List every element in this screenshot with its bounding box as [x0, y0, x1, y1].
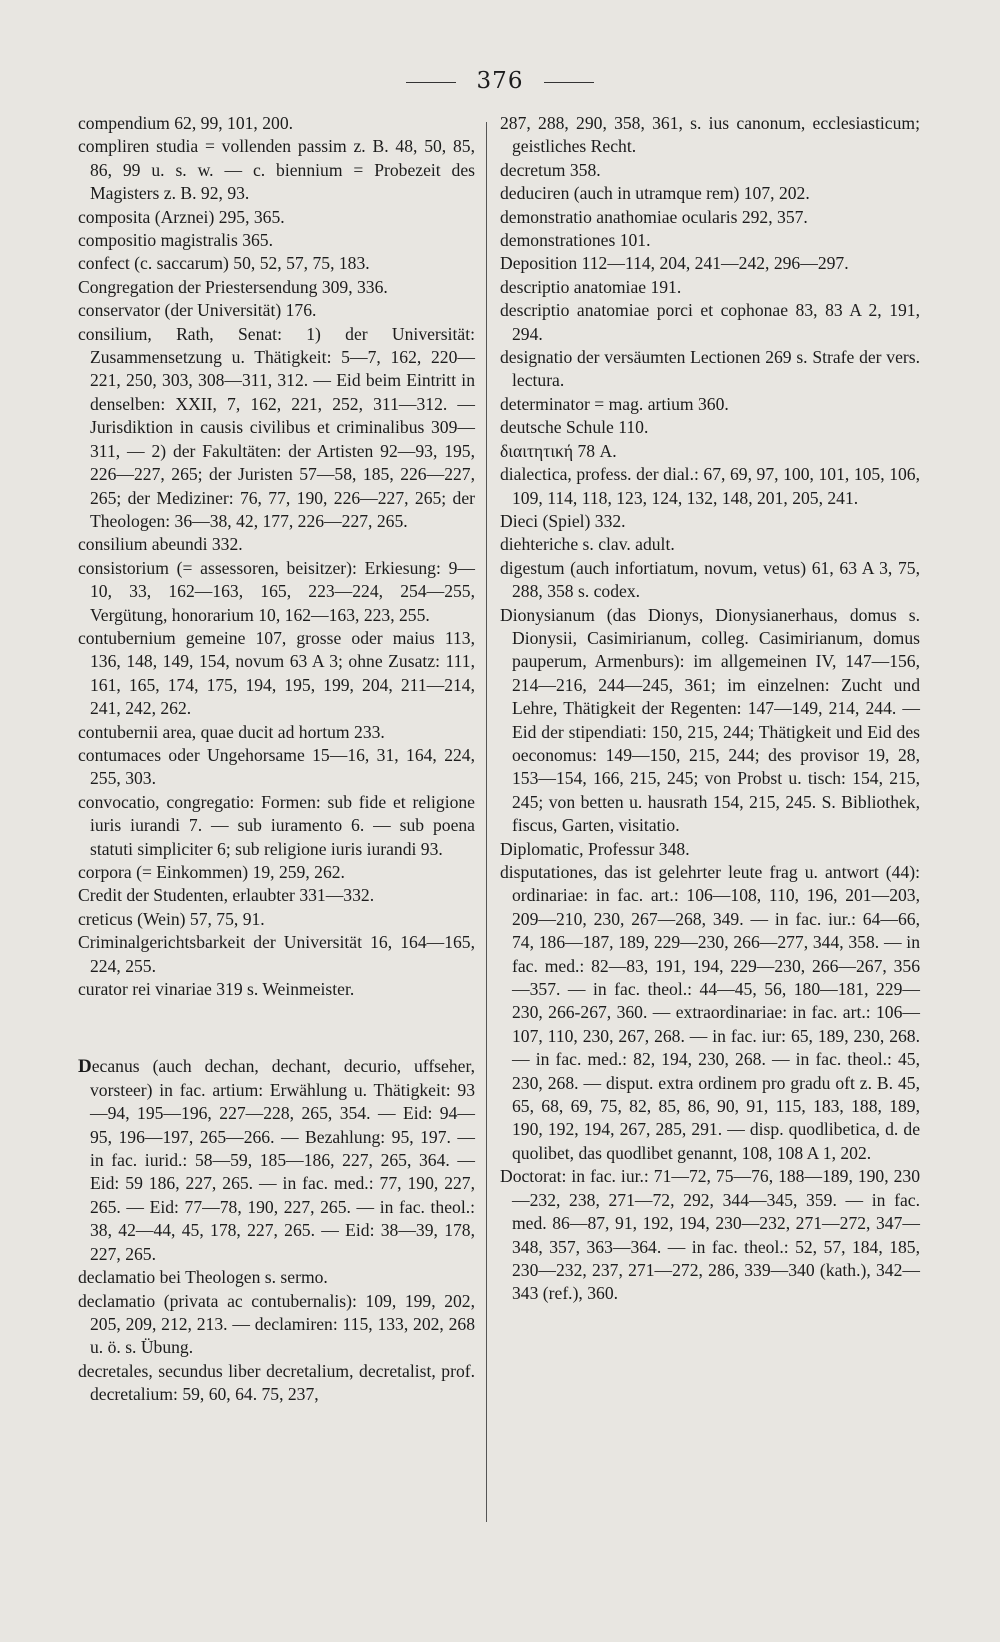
index-entry: consilium abeundi 332.	[78, 534, 243, 555]
index-entry: 287, 288, 290, 358, 361, s. ius canonum, ecclesiasticum; geistliches Recht.	[500, 113, 920, 157]
index-entry: diehteriche s. clav. adult.	[500, 534, 675, 555]
page-number: 376	[476, 68, 524, 94]
index-entry: Doctorat: in fac. iur.: 71—72, 75—76, 188—189, 190, 230—232, 238, 271—72, 292, 344—345, 359. — in fac. med. 86—87, 91, 192, 194, 230—232, 271—272, 347—348, 357, 363—364. — in fac. theol.: 52, 57, 184, 185, 230—232, 237, 271—272, 286, 339—340 (kath.), 342—343 (ref.), 360.	[500, 1166, 920, 1304]
index-entry: designatio der versäumten Lectionen 269 s. Strafe der vers. lectura.	[500, 347, 920, 391]
index-entry: Credit der Studenten, erlaubter 331—332.	[78, 885, 375, 906]
index-entry: descriptio anatomiae porci et cophonae 83, 83 A 2, 191, 294.	[500, 300, 920, 344]
index-entry: Diplomatic, Professur 348.	[500, 838, 690, 859]
index-entry: compliren studia = vollenden passim z. B. 48, 50, 85, 86, 99 u. s. w. — c. biennium = Probezeit des Magisters z. B. 92, 93.	[78, 136, 475, 204]
header-dash-right	[544, 82, 594, 83]
column-divider	[486, 122, 487, 1522]
index-entry: Congregation der Priestersendung 309, 336.	[78, 276, 388, 297]
index-entry: contubernium gemeine 107, grosse oder maius 113, 136, 148, 149, 154, novum 63 A 3; ohne Zusatz: 111, 161, 165, 174, 175, 194, 195, 199, 204, 211—214, 241, 242, 262.	[78, 627, 475, 719]
index-entry: Deposition 112—114, 204, 241—242, 296—297.	[500, 253, 849, 274]
index-entry: Criminalgerichtsbarkeit der Universität 16, 164—165, 224, 255.	[78, 932, 475, 976]
index-entry: curator rei vinariae 319 s. Weinmeister.	[78, 979, 355, 1000]
index-entry: consilium, Rath, Senat: 1) der Universität: Zusammensetzung u. Thätigkeit: 5—7, 162, 220—221, 250, 303, 308—311, 312. — Eid beim Eintritt in denselben: XXII, 7, 162, 221, 252, 311—312. — Jurisdiktion in causis civilibus et criminalibus 309—311, — 2) der Fakultäten: der Artisten 92—93, 195, 226—227, 265; der Juristen 57—58, 185, 226—227, 265; der Mediziner: 76, 77, 190, 226—227, 265; der Theologen: 36—38, 42, 177, 226—227, 265.	[78, 323, 475, 531]
index-entry: demonstrationes 101.	[500, 230, 651, 251]
index-entry: conservator (der Universität) 176.	[78, 300, 317, 321]
decanus-entry	[78, 1055, 475, 1266]
index-entry: deutsche Schule 110.	[500, 417, 649, 438]
index-entry: διαιτητική 78 A.	[500, 440, 617, 461]
index-entry: consistorium (= assessoren, beisitzer): Erkiesung: 9—10, 33, 162—163, 165, 223—224, 254—255, Vergütung, honorarium 10, 162—163, 223, 255.	[78, 557, 475, 625]
header-dash-left	[406, 82, 456, 83]
index-entry: determinator = mag. artium 360.	[500, 393, 729, 414]
drop-initial: D	[78, 1056, 92, 1078]
index-entry: corpora (= Einkommen) 19, 259, 262.	[78, 862, 345, 882]
index-entry: contumaces oder Ungehorsame 15—16, 31, 164, 224, 255, 303.	[78, 744, 475, 789]
decanus-text: ecanus (auch dechan, dechant, decurio, uffseher, vorsteer) in fac. artium: Erwählung u. Thätigkeit: 93—94, 195—196, 227—228, 265, 354. — Eid: 94—95, 196—197, 265—266. — Bezahlung: 95, 197. — in fac. iurid.: 58—59, 185—186, 227, 265, 364. — Eid: 59 186, 227, 265. — in fac. med.: 77, 190, 227, 265. — Eid: 77—78, 190, 227, 265. — in fac. theol.: 38, 42—44, 45, 178, 227, 265. — Eid: 38—39, 178, 227, 265.	[90, 1056, 475, 1264]
index-entry: deduciren (auch in utramque rem) 107, 202.	[500, 183, 810, 204]
index-entry: demonstratio anathomiae ocularis 292, 357.	[500, 206, 808, 227]
index-entry: Dionysianum (das Dionys, Dionysianerhaus, domus s. Dionysii, Casimirianum, colleg. Casimirianum, domus pauperum, Armenburs): im allgemeinen IV, 147—156, 214—216, 244—245, 361; im einzelnen: Zucht und Lehre, Thätigkeit der Regenten: 147—149, 214, 244. — Eid der stipendiati: 150, 215, 244; Thätigkeit und Eid des oeconomus: 149—150, 215, 244; des provisor 19, 28, 153—154, 166, 215, 245; von Probst u. tisch: 154, 215, 245; von betten u. hausrath 154, 215, 245. S. Bibliothek, fiscus, Garten, visitatio.	[500, 604, 920, 836]
index-entry: declamatio bei Theologen s. sermo.	[78, 1267, 328, 1288]
index-entry: descriptio anatomiae 191.	[500, 276, 682, 297]
index-entry: dialectica, profess. der dial.: 67, 69, 97, 100, 101, 105, 106, 109, 114, 118, 123, 124, 132, 148, 201, 205, 241.	[500, 464, 920, 508]
index-entry: decretales, secundus liber decretalium, decretalist, prof. decretalium: 59, 60, 64. 75, 237,	[78, 1360, 475, 1405]
index-entry: contubernii area, quae ducit ad hortum 233.	[78, 721, 385, 742]
index-entry: confect (c. saccarum) 50, 52, 57, 75, 183.	[78, 253, 370, 274]
index-entry: creticus (Wein) 57, 75, 91.	[78, 908, 265, 929]
index-entry: decretum 358.	[500, 159, 601, 180]
page-header	[0, 68, 1000, 94]
index-entry: disputationes, das ist gelehrter leute frag u. antwort (44): ordinariae: in fac. art.: 106—108, 110, 196, 201—203, 209—210, 230, 267—268, 349. — in fac. iur.: 64—66, 74, 186—187, 189, 229—230, 266—277, 344, 358. — in fac. med.: 82—83, 191, 194, 229—230, 266—267, 356—357. — in fac. theol.: 44—45, 56, 180—181, 229—230, 266-267, 360. — extraordinariae: in fac. art.: 106—107, 110, 230, 267, 268. — in fac. iur: 65, 189, 230, 268. — in fac. med.: 82, 194, 230, 268. — in fac. theol.: 45, 230, 268. — disput. extra ordinem pro gradu oft z. B. 45, 65, 68, 69, 75, 82, 85, 86, 90, 91, 115, 183, 188, 189, 190, 192, 194, 267, 285, 291. — disp. quodlibetica, d. de quolibet, das quodlibet genannt, 108, 108 A 1, 202.	[500, 862, 920, 1163]
section-spacer	[78, 1001, 475, 1055]
index-entry: Dieci (Spiel) 332.	[500, 510, 626, 531]
index-entry: composita (Arznei) 295, 365.	[78, 206, 285, 227]
index-entry: compositio magistralis 365.	[78, 230, 273, 251]
index-entry: convocatio, congregatio: Formen: sub fide et religione iuris iurandi 7. — sub iuramento 6. — sub poena statuti simpliciter 6; sub religione iuris iurandi 93.	[78, 791, 475, 859]
index-entry: compendium 62, 99, 101, 200.	[78, 113, 294, 133]
index-entry: declamatio (privata ac contubernalis): 109, 199, 202, 205, 209, 212, 213. — declamiren: 115, 133, 202, 268 u. ö. s. Übung.	[78, 1290, 475, 1358]
index-entry: digestum (auch infortiatum, novum, vetus) 61, 63 A 3, 75, 288, 358 s. codex.	[500, 557, 920, 602]
left-column	[78, 112, 475, 1407]
right-column	[500, 112, 920, 1306]
